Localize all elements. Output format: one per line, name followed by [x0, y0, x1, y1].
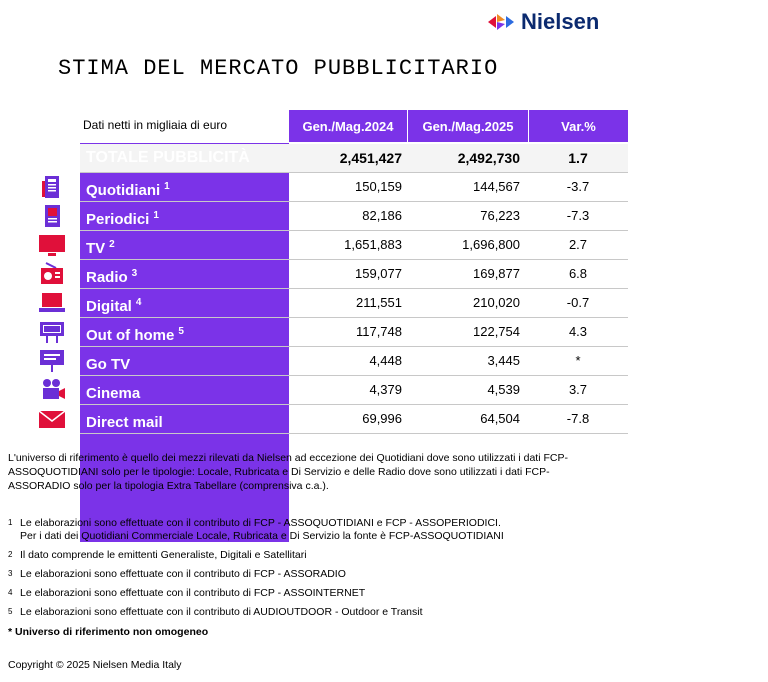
magazine-icon: [36, 204, 68, 228]
table-row: [80, 376, 628, 405]
value-2025: 210,020: [473, 295, 520, 310]
footnote-4: 4 Le elaborazioni sono effettuate con il contributo di FCP - ASSOINTERNET: [8, 587, 366, 599]
table-row: [80, 347, 628, 376]
row-label: TOTALE PUBBLICITÀ: [86, 149, 250, 166]
table-row: [80, 318, 628, 347]
table-row: [80, 231, 628, 260]
header-2024: Gen./Mag.2024: [289, 110, 407, 142]
laptop-icon: [36, 291, 68, 315]
table-row: [80, 405, 628, 434]
value-2024: 117,748: [355, 324, 402, 339]
footnote-1b: Per i dati dei Quotidiani Commerciale Locale, Rubricata e Di Servizio la fonte è FCP-ASSOQUOTIDIANI: [20, 530, 504, 542]
value-var: -3.7: [566, 179, 590, 194]
camera-icon: [36, 378, 68, 402]
note-line: ASSORADIO solo per la tipologia Extra Tabellare (comprensiva c.a.).: [8, 480, 329, 492]
table-row: [80, 173, 628, 202]
copyright: Copyright © 2025 Nielsen Media Italy: [8, 659, 182, 671]
table-subtitle: Dati netti in migliaia di euro: [83, 118, 228, 132]
note-line: ASSOQUOTIDIANI solo per le tipologie: Locale, Rubricata e Di Servizio e delle Radio dove sono utilizzati i dati FCP-: [8, 466, 550, 478]
brand-name: Nielsen: [521, 9, 600, 34]
value-2025: 1,696,800: [462, 237, 520, 252]
row-label: Go TV: [86, 356, 131, 373]
value-2025: 3,445: [487, 353, 520, 368]
value-var: *: [575, 353, 581, 368]
value-2024: 211,551: [355, 295, 402, 310]
table-row: [80, 260, 628, 289]
value-var: 1.7: [568, 150, 588, 166]
newspaper-icon: [36, 175, 68, 199]
note-line: L'universo di riferimento è quello dei mezzi rilevati da Nielsen ad eccezione dei Quotidiani dove sono utilizzati i dati FCP-: [8, 452, 568, 464]
footnote-5: 5 Le elaborazioni sono effettuate con il contributo di AUDIOUTDOOR - Outdoor e Transit: [8, 606, 423, 618]
universe-description: [8, 451, 568, 493]
table-row-total: [80, 144, 628, 173]
value-2025: 122,754: [473, 324, 520, 339]
row-label: Digital $^4$: [86, 297, 142, 315]
footnote-2: 2 Il dato comprende le emittenti Generaliste, Digitali e Satellitari: [8, 549, 307, 561]
row-label: Out of home $^5$: [86, 326, 184, 344]
nielsen-logo: [486, 8, 599, 36]
value-2025: 2,492,730: [457, 150, 520, 166]
footnote-3: 3 Le elaborazioni sono effettuate con il contributo di FCP - ASSORADIO: [8, 568, 346, 580]
row-label: Cinema: [86, 385, 141, 402]
value-2024: 1,651,883: [344, 237, 402, 252]
envelope-icon: [36, 407, 68, 431]
row-label: Quotidiani $^1$: [86, 181, 170, 199]
value-2024: 82,186: [362, 208, 402, 223]
table-row: [80, 202, 628, 231]
universe-note: * Universo di riferimento non omogeneo: [8, 626, 209, 638]
value-2025: 169,877: [473, 266, 520, 281]
value-2024: 150,159: [355, 179, 402, 194]
billboard-icon: [36, 320, 68, 344]
value-2024: 2,451,427: [339, 150, 402, 166]
value-var: -0.7: [566, 295, 590, 310]
page-title: STIMA DEL MERCATO PUBBLICITARIO: [58, 56, 499, 81]
value-2025: 64,504: [480, 411, 520, 426]
value-2024: 159,077: [355, 266, 402, 281]
value-2025: 76,223: [480, 208, 520, 223]
value-var: -7.8: [566, 411, 590, 426]
nielsen-mark-icon: [486, 11, 516, 33]
row-label: Radio $^3$: [86, 268, 138, 286]
value-2025: 144,567: [473, 179, 520, 194]
radio-icon: [36, 262, 68, 286]
value-var: 2.7: [568, 237, 588, 252]
header-var: Var.%: [529, 110, 628, 142]
value-var: 6.8: [568, 266, 588, 281]
value-var: 4.3: [568, 324, 588, 339]
value-2024: 4,448: [369, 353, 402, 368]
value-2024: 4,379: [369, 382, 402, 397]
tv-icon: [36, 233, 68, 257]
row-label: TV $^2$: [86, 239, 115, 257]
row-label: Direct mail: [86, 414, 163, 431]
header-2025: Gen./Mag.2025: [408, 110, 528, 142]
value-var: 3.7: [568, 382, 588, 397]
row-label: Periodici $^1$: [86, 210, 159, 228]
value-var: -7.3: [566, 208, 590, 223]
screen-icon: [36, 349, 68, 373]
footnote-1: 1 Le elaborazioni sono effettuate con il contributo di FCP - ASSOQUOTIDIANI e FCP - ASSOPERIODICI.: [8, 517, 501, 529]
value-2024: 69,996: [362, 411, 402, 426]
value-2025: 4,539: [487, 382, 520, 397]
table-row: [80, 289, 628, 318]
